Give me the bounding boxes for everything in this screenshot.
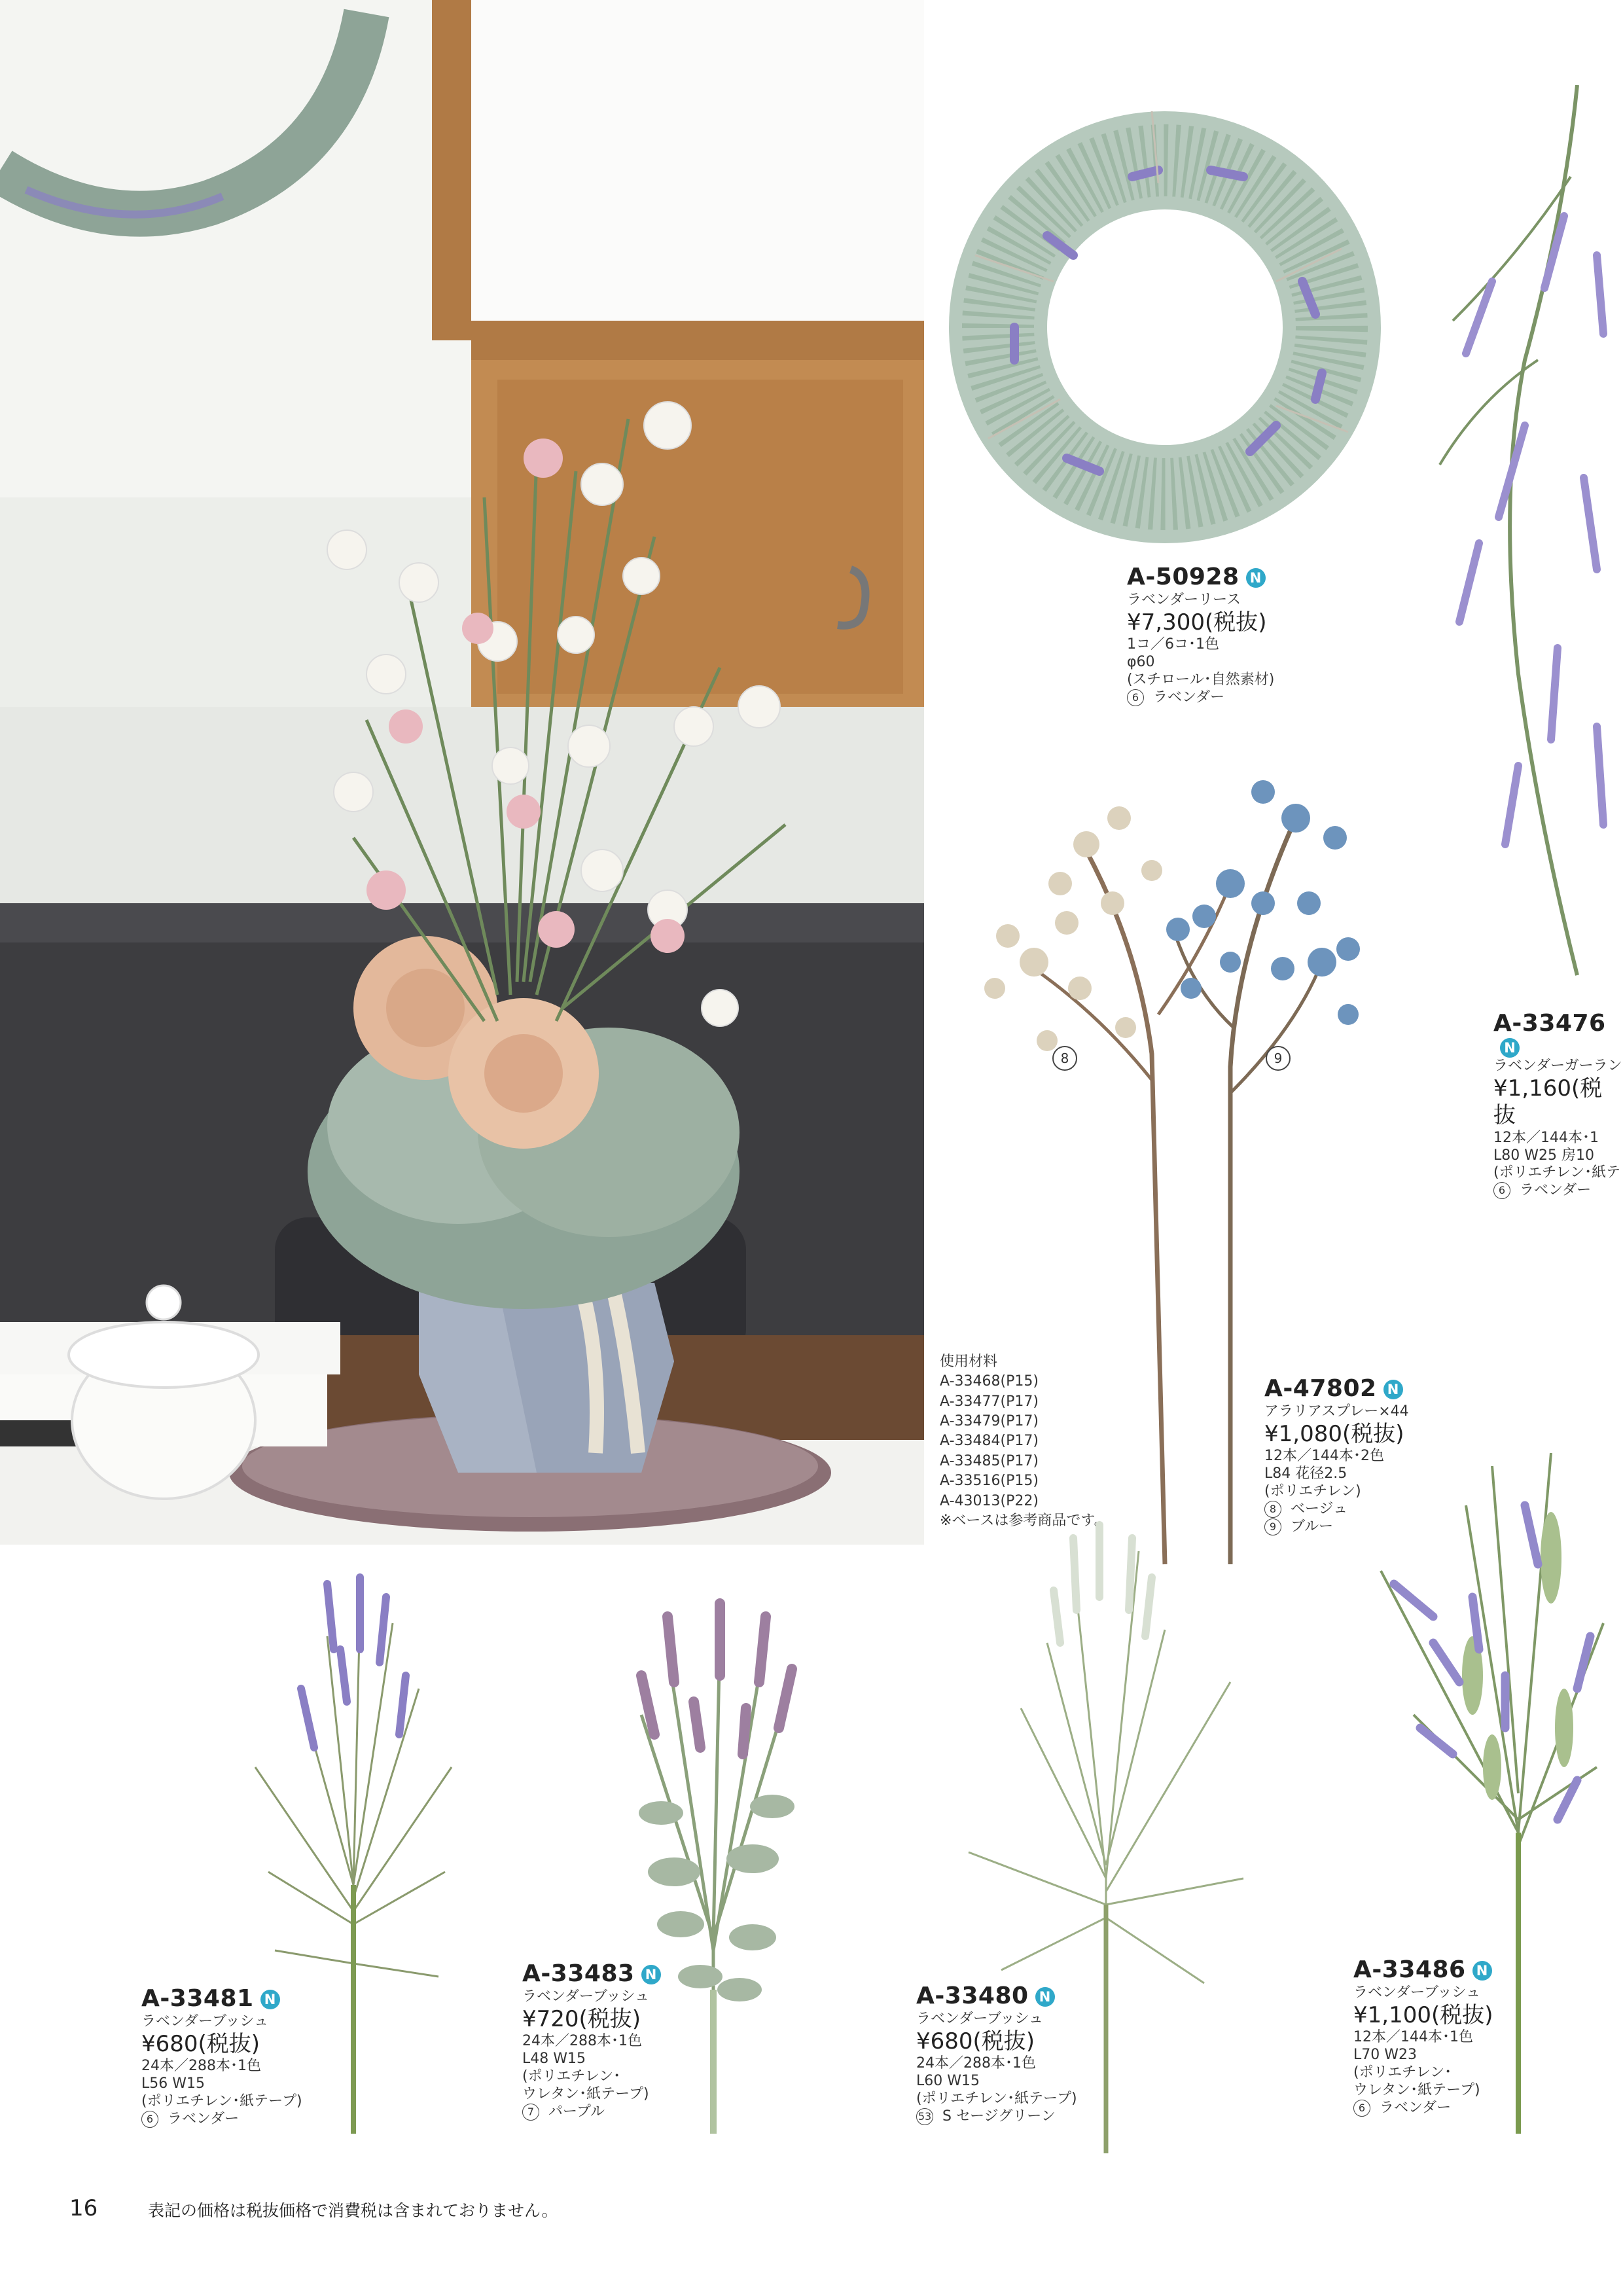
product-material-cont: ウレタン･紙テープ) xyxy=(522,2085,649,2102)
hero-arrangement-photo xyxy=(0,0,924,1545)
product-pack: 1コ／6コ･1色 xyxy=(1127,636,1219,653)
product-color xyxy=(1353,2100,1493,2117)
product-material: (ポリエチレン･ xyxy=(1353,2064,1452,2081)
color-number: 6 xyxy=(1127,689,1144,706)
product-name: ラベンダーブッシュ xyxy=(522,1988,650,2005)
product-code: A-33481 xyxy=(141,1985,254,2012)
product-size: L60 W15 xyxy=(916,2073,980,2090)
product-color xyxy=(1493,1182,1623,1200)
product-color xyxy=(522,2104,661,2121)
color-number: 53 xyxy=(916,2108,933,2125)
product-a50928 xyxy=(1127,563,1274,707)
materials-item: A-33479(P17) xyxy=(940,1413,1039,1430)
product-pack: 12本／144本･2色 xyxy=(1264,1448,1384,1465)
color-tag-blue: 9 xyxy=(1266,1046,1291,1071)
product-pack: 24本／288本･1色 xyxy=(522,2033,642,2050)
color-label: ラベンダー xyxy=(1380,2099,1452,2116)
color-number: 6 xyxy=(141,2111,158,2128)
product-name: ラベンダーリース xyxy=(1127,591,1241,608)
product-price: ¥680(税抜) xyxy=(141,2030,260,2057)
product-a33476 xyxy=(1493,1009,1623,1200)
product-material-cont: ウレタン･紙テープ) xyxy=(1353,2081,1480,2098)
product-price: ¥680(税抜) xyxy=(916,2028,1035,2054)
product-a33481 xyxy=(141,1984,302,2128)
materials-list xyxy=(940,1352,1109,1531)
product-a33483 xyxy=(522,1960,661,2121)
product-color xyxy=(1127,689,1274,707)
color-label: パープル xyxy=(548,2103,605,2120)
new-badge-icon: N xyxy=(1500,1038,1520,1058)
product-pack: 24本／288本･1色 xyxy=(916,2055,1036,2072)
product-color xyxy=(916,2108,1077,2126)
product-name: アラリアスプレー×44 xyxy=(1264,1403,1409,1420)
color-number: 9 xyxy=(1264,1518,1281,1535)
product-price: ¥720(税抜) xyxy=(522,2005,641,2032)
product-code: A-50928 xyxy=(1127,564,1240,590)
product-material: (スチロール･自然素材) xyxy=(1127,671,1275,688)
product-name: ラベンダーブッシュ xyxy=(1353,1984,1481,2001)
page-number: 16 xyxy=(69,2195,98,2221)
new-badge-icon: N xyxy=(1383,1380,1403,1399)
new-badge-icon: N xyxy=(641,1965,661,1984)
new-badge-icon: N xyxy=(1035,1987,1055,2007)
color-number: 8 xyxy=(1264,1501,1281,1518)
product-name: ラベンダーガーラン xyxy=(1493,1057,1622,1074)
new-badge-icon: N xyxy=(260,1990,280,2009)
product-name: ラベンダーブッシュ xyxy=(141,2013,269,2030)
product-size: L84 花径2.5 xyxy=(1264,1465,1347,1482)
product-code: A-47802 xyxy=(1264,1375,1377,1402)
new-badge-icon: N xyxy=(1246,568,1266,588)
color-label: ラベンダー xyxy=(1520,1182,1592,1199)
materials-title: 使用材料 xyxy=(940,1354,998,1370)
color-label: ラベンダー xyxy=(168,2110,240,2127)
product-a33486 xyxy=(1353,1956,1493,2117)
product-code: A-33476 xyxy=(1493,1010,1606,1037)
materials-item: A-43013(P22) xyxy=(940,1492,1039,1509)
product-price: ¥1,080(税抜) xyxy=(1264,1420,1404,1447)
product-material: (ポリエチレン･紙テ xyxy=(1493,1164,1621,1181)
tax-note: 表記の価格は税抜価格で消費税は含まれておりません。 xyxy=(148,2201,558,2220)
materials-note: ※ベースは参考商品です。 xyxy=(940,1512,1109,1529)
color-label: ブルー xyxy=(1291,1518,1334,1535)
product-color xyxy=(141,2111,302,2128)
product-price: ¥1,160(税抜 xyxy=(1493,1075,1603,1129)
product-pack: 12本／144本･1色 xyxy=(1353,2029,1473,2046)
color-number: 6 xyxy=(1353,2100,1370,2117)
product-material: (ポリエチレン･ xyxy=(522,2068,621,2085)
product-material: (ポリエチレン･紙テープ) xyxy=(916,2090,1077,2107)
product-material: (ポリエチレン･紙テープ) xyxy=(141,2092,302,2109)
product-code: A-33483 xyxy=(522,1960,635,1987)
materials-item: A-33468(P15) xyxy=(940,1373,1039,1390)
product-size: L70 W23 xyxy=(1353,2047,1417,2064)
new-badge-icon: N xyxy=(1472,1961,1492,1981)
product-name: ラベンダーブッシュ xyxy=(916,2010,1044,2027)
color-number: 7 xyxy=(522,2104,539,2121)
product-a33480 xyxy=(916,1982,1077,2126)
color-tag-beige: 8 xyxy=(1052,1046,1077,1071)
color-number: 6 xyxy=(1493,1182,1510,1199)
color-label: ラベンダー xyxy=(1153,689,1225,706)
product-size: L80 W25 房10 xyxy=(1493,1147,1594,1164)
product-price: ¥7,300(税抜) xyxy=(1127,609,1267,636)
product-code: A-33486 xyxy=(1353,1956,1466,1983)
product-pack: 12本／144本･1 xyxy=(1493,1129,1599,1146)
materials-item: A-33516(P15) xyxy=(940,1473,1039,1490)
product-pack: 24本／288本･1色 xyxy=(141,2058,261,2075)
product-size: L48 W15 xyxy=(522,2051,586,2068)
materials-item: A-33477(P17) xyxy=(940,1393,1039,1410)
product-size: φ60 xyxy=(1127,654,1155,671)
color-label: S セージグリーン xyxy=(942,2108,1056,2125)
wreath-image xyxy=(936,85,1394,556)
product-price: ¥1,100(税抜) xyxy=(1353,2001,1493,2028)
color-label: ベージュ xyxy=(1291,1500,1348,1517)
materials-item: A-33485(P17) xyxy=(940,1452,1039,1469)
garland-image xyxy=(1427,85,1623,988)
product-size: L56 W15 xyxy=(141,2075,205,2092)
product-material: (ポリエチレン) xyxy=(1264,1482,1361,1499)
materials-item: A-33484(P17) xyxy=(940,1433,1039,1450)
product-code: A-33480 xyxy=(916,1982,1029,2009)
